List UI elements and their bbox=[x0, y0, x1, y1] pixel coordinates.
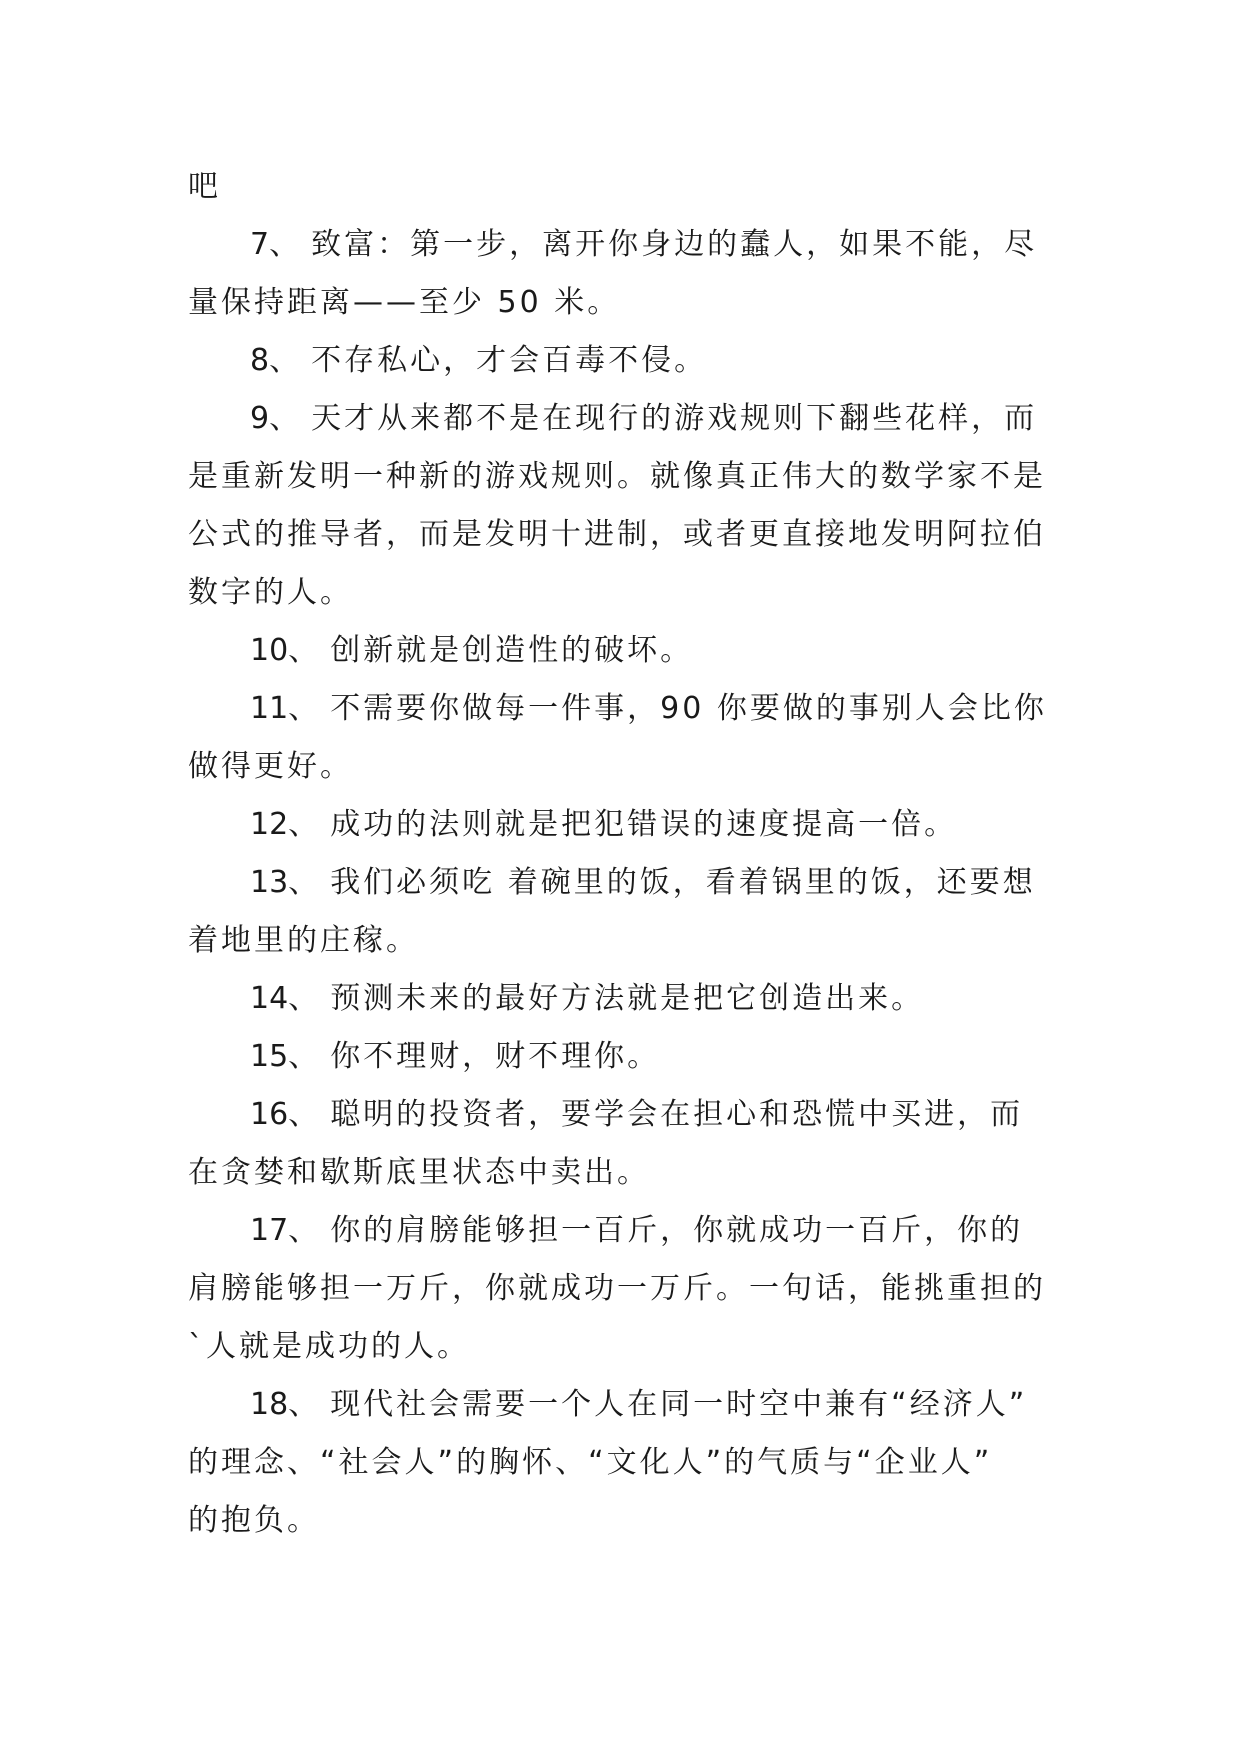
text-line bbox=[188, 1202, 1058, 1260]
text-line bbox=[188, 854, 1058, 912]
line-text: 预测未来的最好方法就是把它创造出来。 bbox=[330, 981, 925, 1016]
line-text: 天才从来都不是在现行的游戏规则下翻些花样，而 bbox=[311, 401, 1038, 436]
item-number: 12、 bbox=[250, 807, 319, 842]
line-text: 在贪婪和歇斯底里状态中卖出。 bbox=[188, 1155, 650, 1190]
line-text: 是重新发明一种新的游戏规则。就像真正伟大的数学家不是 bbox=[188, 459, 1046, 494]
line-text: 我们必须吃 着碗里的饭，看着锅里的饭，还要想 bbox=[330, 865, 1036, 900]
text-line bbox=[188, 332, 1058, 390]
item-number: 11、 bbox=[250, 691, 319, 726]
item-number: 14、 bbox=[250, 981, 319, 1016]
line-text: `人就是成功的人。 bbox=[188, 1329, 470, 1364]
line-text: 成功的法则就是把犯错误的速度提高一倍。 bbox=[330, 807, 958, 842]
text-line bbox=[188, 912, 1058, 970]
document-body bbox=[188, 158, 1058, 1550]
text-line bbox=[188, 506, 1058, 564]
text-line bbox=[188, 796, 1058, 854]
line-text: 你不理财，财不理你。 bbox=[330, 1039, 661, 1074]
item-number: 16、 bbox=[250, 1097, 319, 1132]
text-line bbox=[188, 1492, 1058, 1550]
line-text: 创新就是创造性的破坏。 bbox=[330, 633, 694, 668]
line-text: 吧 bbox=[188, 169, 221, 204]
text-line bbox=[188, 970, 1058, 1028]
line-text: 致富：第一步，离开你身边的蠢人，如果不能，尽 bbox=[311, 227, 1038, 262]
text-line bbox=[188, 1318, 1058, 1376]
text-line bbox=[188, 1086, 1058, 1144]
line-text: 数字的人。 bbox=[188, 575, 353, 610]
text-line bbox=[188, 622, 1058, 680]
item-number: 13、 bbox=[250, 865, 319, 900]
line-text: 做得更好。 bbox=[188, 749, 353, 784]
line-text: 肩膀能够担一万斤，你就成功一万斤。一句话，能挑重担的 bbox=[188, 1271, 1046, 1306]
text-line bbox=[188, 1434, 1058, 1492]
line-text: 量保持距离——至少 50 米。 bbox=[188, 285, 621, 320]
item-number: 10、 bbox=[250, 633, 319, 668]
item-number: 15、 bbox=[250, 1039, 319, 1074]
item-number: 7、 bbox=[250, 227, 300, 262]
text-line bbox=[188, 1028, 1058, 1086]
line-text: 你的肩膀能够担一百斤，你就成功一百斤，你的 bbox=[330, 1213, 1024, 1248]
text-line bbox=[188, 738, 1058, 796]
text-line bbox=[188, 564, 1058, 622]
line-text: 不需要你做每一件事，90 你要做的事别人会比你 bbox=[330, 691, 1047, 726]
text-line bbox=[188, 1144, 1058, 1202]
line-text: 不存私心，才会百毒不侵。 bbox=[311, 343, 708, 378]
item-number: 18、 bbox=[250, 1387, 319, 1422]
line-text: 的理念、“社会人”的胸怀、“文化人”的气质与“企业人” bbox=[188, 1445, 993, 1480]
text-line bbox=[188, 680, 1058, 738]
text-line bbox=[188, 1376, 1058, 1434]
text-line bbox=[188, 448, 1058, 506]
text-line bbox=[188, 390, 1058, 448]
line-text: 着地里的庄稼。 bbox=[188, 923, 419, 958]
text-line bbox=[188, 216, 1058, 274]
text-line bbox=[188, 1260, 1058, 1318]
text-line bbox=[188, 274, 1058, 332]
line-text: 公式的推导者，而是发明十进制，或者更直接地发明阿拉伯 bbox=[188, 517, 1046, 552]
line-text: 现代社会需要一个人在同一时空中兼有“经济人” bbox=[330, 1387, 1028, 1422]
text-line bbox=[188, 158, 1058, 216]
item-number: 9、 bbox=[250, 401, 300, 436]
line-text: 的抱负。 bbox=[188, 1503, 320, 1538]
item-number: 17、 bbox=[250, 1213, 319, 1248]
item-number: 8、 bbox=[250, 343, 300, 378]
line-text: 聪明的投资者，要学会在担心和恐慌中买进，而 bbox=[330, 1097, 1024, 1132]
